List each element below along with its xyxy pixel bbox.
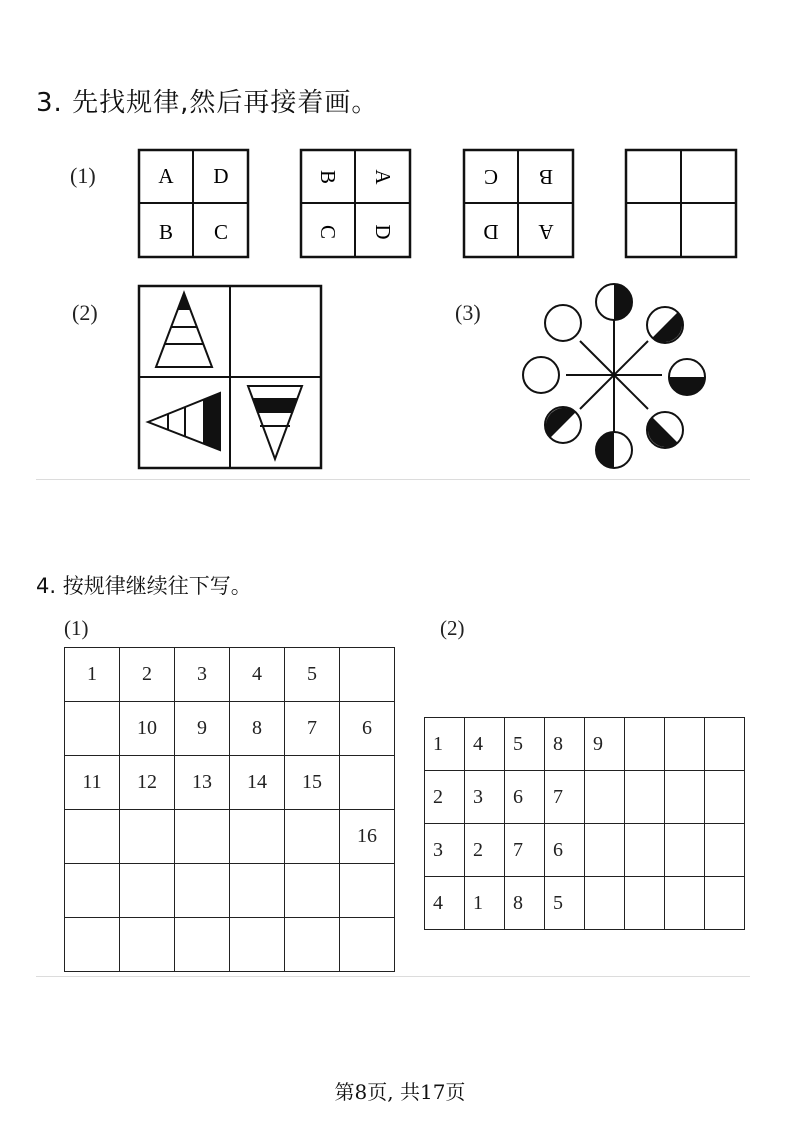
sq1-cell-tl: A bbox=[158, 164, 174, 188]
sq2-cell-bl: C bbox=[316, 224, 340, 240]
half-circle-diagonal-icon bbox=[647, 307, 683, 343]
q3-part3-figure bbox=[523, 284, 705, 468]
grid-cell: 10 bbox=[120, 702, 175, 756]
grid-cell: 1 bbox=[425, 718, 465, 771]
half-circle-bottom-icon bbox=[669, 359, 705, 395]
grid-cell: 3 bbox=[425, 824, 465, 877]
grid-cell: 7 bbox=[285, 702, 340, 756]
grid-cell: 2 bbox=[120, 648, 175, 702]
triangle-down-icon bbox=[248, 386, 302, 459]
circle-empty-icon[interactable] bbox=[545, 305, 581, 341]
grid-cell: 6 bbox=[340, 702, 395, 756]
half-circle-right-icon bbox=[596, 284, 632, 320]
grid-cell: 16 bbox=[340, 810, 395, 864]
half-circle-diagonal-icon bbox=[647, 412, 683, 448]
grid-cell: 3 bbox=[175, 648, 230, 702]
grid-cell[interactable] bbox=[665, 771, 705, 824]
grid-cell: 8 bbox=[230, 702, 285, 756]
q3-square-1 bbox=[139, 150, 248, 257]
grid-cell: 15 bbox=[285, 756, 340, 810]
grid-cell: 4 bbox=[425, 877, 465, 930]
table-row bbox=[65, 810, 395, 864]
grid-cell[interactable] bbox=[65, 864, 120, 918]
grid-cell: 8 bbox=[545, 718, 585, 771]
grid-cell[interactable] bbox=[340, 918, 395, 972]
q4-part1-label: (1) bbox=[64, 616, 89, 640]
circle-empty-icon[interactable] bbox=[523, 357, 559, 393]
table-row bbox=[425, 877, 745, 930]
table-row bbox=[65, 864, 395, 918]
page-footer: 第8页, 共17页 bbox=[334, 1080, 466, 1104]
grid-cell[interactable] bbox=[285, 810, 340, 864]
q3-figures bbox=[0, 0, 800, 480]
q4-part2-grid bbox=[424, 717, 745, 930]
grid-cell: 8 bbox=[505, 877, 545, 930]
grid-cell[interactable] bbox=[65, 918, 120, 972]
table-row bbox=[65, 756, 395, 810]
sq2-cell-br: D bbox=[371, 224, 395, 240]
q4-part2-label: (2) bbox=[440, 616, 465, 640]
table-row bbox=[425, 718, 745, 771]
grid-cell[interactable] bbox=[665, 824, 705, 877]
table-row bbox=[425, 824, 745, 877]
half-circle-diagonal-icon bbox=[545, 407, 581, 443]
table-row bbox=[65, 702, 395, 756]
sq2-cell-tl: B bbox=[316, 169, 340, 185]
grid-cell[interactable] bbox=[665, 718, 705, 771]
grid-cell[interactable] bbox=[585, 824, 625, 877]
q3-heading: 3. 先找规律,然后再接着画。 bbox=[36, 88, 379, 118]
sq2-cell-tr: A bbox=[371, 169, 395, 185]
grid-cell: 2 bbox=[465, 824, 505, 877]
sq3-cell-br: A bbox=[538, 220, 554, 244]
grid-cell[interactable] bbox=[625, 877, 665, 930]
grid-cell[interactable] bbox=[625, 718, 665, 771]
grid-cell[interactable] bbox=[340, 756, 395, 810]
grid-cell: 9 bbox=[175, 702, 230, 756]
grid-cell[interactable] bbox=[705, 718, 745, 771]
grid-cell[interactable] bbox=[175, 864, 230, 918]
table-row bbox=[65, 648, 395, 702]
grid-cell: 5 bbox=[505, 718, 545, 771]
grid-cell[interactable] bbox=[65, 810, 120, 864]
grid-cell: 6 bbox=[505, 771, 545, 824]
grid-cell[interactable] bbox=[585, 877, 625, 930]
grid-cell[interactable] bbox=[340, 864, 395, 918]
grid-cell: 5 bbox=[545, 877, 585, 930]
table-row bbox=[65, 918, 395, 972]
grid-cell[interactable] bbox=[65, 702, 120, 756]
q4-part1-grid bbox=[64, 647, 395, 972]
grid-cell[interactable] bbox=[665, 877, 705, 930]
grid-cell: 2 bbox=[425, 771, 465, 824]
grid-cell[interactable] bbox=[120, 810, 175, 864]
sq1-cell-bl: B bbox=[158, 220, 174, 244]
grid-cell[interactable] bbox=[625, 824, 665, 877]
grid-cell: 5 bbox=[285, 648, 340, 702]
grid-cell: 4 bbox=[230, 648, 285, 702]
sq3-cell-tr: B bbox=[538, 165, 554, 189]
grid-cell[interactable] bbox=[625, 771, 665, 824]
grid-cell[interactable] bbox=[705, 771, 745, 824]
grid-cell[interactable] bbox=[285, 918, 340, 972]
sq3-cell-bl: D bbox=[483, 220, 499, 244]
q3-part1-label: (1) bbox=[70, 163, 96, 188]
grid-cell[interactable] bbox=[175, 918, 230, 972]
grid-cell[interactable] bbox=[285, 864, 340, 918]
half-circle-left-icon bbox=[596, 432, 632, 468]
grid-cell: 4 bbox=[465, 718, 505, 771]
sq3-cell-tl: C bbox=[483, 165, 499, 189]
grid-cell: 7 bbox=[505, 824, 545, 877]
grid-cell[interactable] bbox=[120, 918, 175, 972]
triangle-left-icon bbox=[148, 393, 220, 450]
grid-cell: 9 bbox=[585, 718, 625, 771]
grid-cell[interactable] bbox=[340, 648, 395, 702]
grid-cell[interactable] bbox=[705, 877, 745, 930]
grid-cell: 13 bbox=[175, 756, 230, 810]
q3-part2-grid bbox=[139, 286, 321, 468]
q3-square-2 bbox=[301, 150, 410, 257]
grid-cell[interactable] bbox=[585, 771, 625, 824]
q3-part3-label: (3) bbox=[455, 300, 481, 325]
grid-cell[interactable] bbox=[230, 918, 285, 972]
grid-cell[interactable] bbox=[705, 824, 745, 877]
grid-cell[interactable] bbox=[230, 864, 285, 918]
divider bbox=[36, 479, 750, 480]
q3-square-3 bbox=[464, 150, 573, 257]
grid-cell[interactable] bbox=[175, 810, 230, 864]
table-row bbox=[425, 771, 745, 824]
q3-part2-blank-cell[interactable] bbox=[231, 287, 320, 376]
grid-cell[interactable] bbox=[120, 864, 175, 918]
grid-cell: 7 bbox=[545, 771, 585, 824]
grid-cell: 1 bbox=[465, 877, 505, 930]
sq1-cell-tr: D bbox=[213, 164, 229, 188]
divider bbox=[36, 976, 750, 977]
grid-cell: 6 bbox=[545, 824, 585, 877]
triangle-up-icon bbox=[156, 293, 212, 367]
grid-cell[interactable] bbox=[230, 810, 285, 864]
q3-part2-label: (2) bbox=[72, 300, 98, 325]
grid-cell: 12 bbox=[120, 756, 175, 810]
grid-cell: 14 bbox=[230, 756, 285, 810]
q3-square-4-blank[interactable] bbox=[626, 150, 736, 257]
q4-heading: 4. 按规律继续往下写。 bbox=[36, 574, 252, 598]
sq1-cell-br: C bbox=[213, 220, 229, 244]
grid-cell: 1 bbox=[65, 648, 120, 702]
grid-cell: 3 bbox=[465, 771, 505, 824]
grid-cell: 11 bbox=[65, 756, 120, 810]
